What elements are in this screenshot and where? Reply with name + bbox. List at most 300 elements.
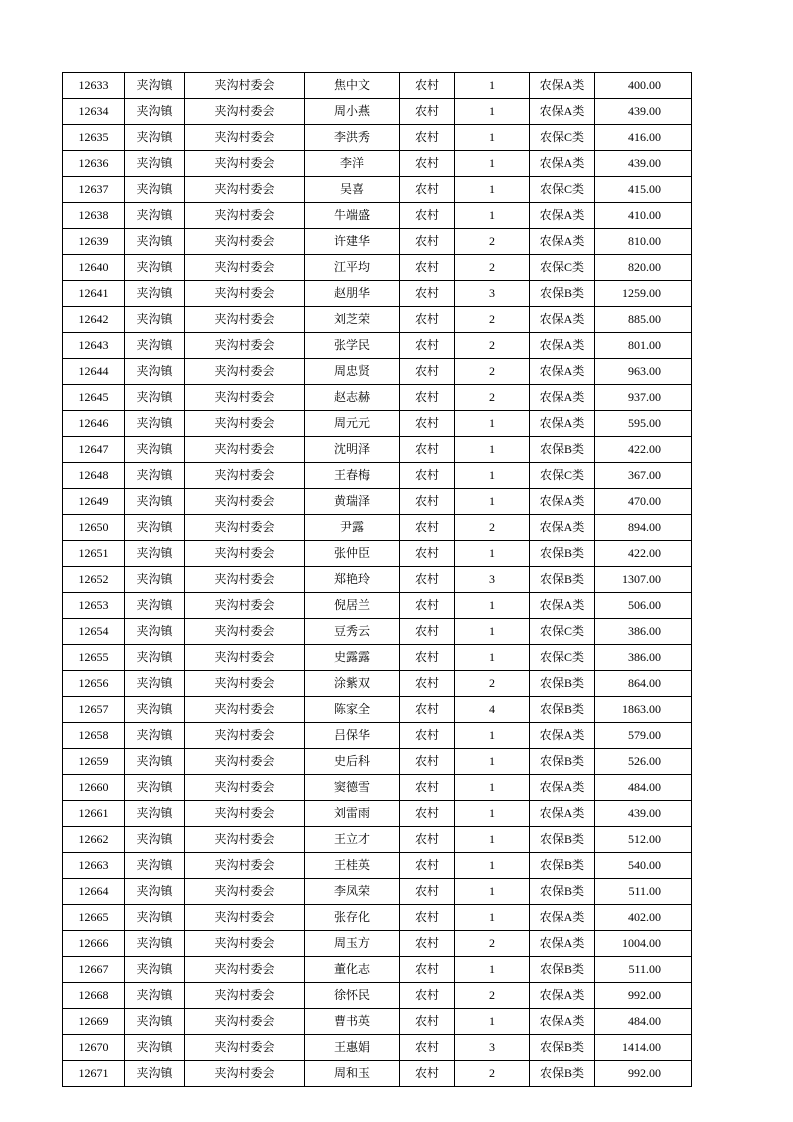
cell-village-committee: 夹沟村委会	[185, 151, 305, 177]
cell-town: 夹沟镇	[125, 749, 185, 775]
cell-amount: 810.00	[595, 229, 692, 255]
cell-village-committee: 夹沟村委会	[185, 73, 305, 99]
cell-person-name: 赵朋华	[305, 281, 400, 307]
cell-household-type: 农村	[400, 437, 455, 463]
cell-town: 夹沟镇	[125, 333, 185, 359]
cell-insurance-category: 农保A类	[530, 307, 595, 333]
cell-amount: 963.00	[595, 359, 692, 385]
cell-village-committee: 夹沟村委会	[185, 385, 305, 411]
cell-person-count: 1	[455, 749, 530, 775]
cell-household-type: 农村	[400, 723, 455, 749]
table-row	[63, 645, 692, 671]
cell-insurance-category: 农保B类	[530, 879, 595, 905]
cell-person-count: 2	[455, 229, 530, 255]
cell-person-count: 1	[455, 177, 530, 203]
cell-id: 12661	[63, 801, 125, 827]
cell-town: 夹沟镇	[125, 853, 185, 879]
cell-person-name: 王桂英	[305, 853, 400, 879]
cell-village-committee: 夹沟村委会	[185, 723, 305, 749]
cell-person-name: 吕保华	[305, 723, 400, 749]
cell-amount: 1004.00	[595, 931, 692, 957]
cell-household-type: 农村	[400, 333, 455, 359]
cell-village-committee: 夹沟村委会	[185, 1035, 305, 1061]
cell-person-name: 尹露	[305, 515, 400, 541]
cell-town: 夹沟镇	[125, 515, 185, 541]
cell-person-name: 曹书英	[305, 1009, 400, 1035]
table-row	[63, 411, 692, 437]
cell-town: 夹沟镇	[125, 801, 185, 827]
cell-amount: 894.00	[595, 515, 692, 541]
cell-household-type: 农村	[400, 931, 455, 957]
cell-village-committee: 夹沟村委会	[185, 697, 305, 723]
cell-person-count: 2	[455, 515, 530, 541]
table-row	[63, 333, 692, 359]
cell-town: 夹沟镇	[125, 229, 185, 255]
cell-amount: 400.00	[595, 73, 692, 99]
cell-town: 夹沟镇	[125, 463, 185, 489]
cell-household-type: 农村	[400, 125, 455, 151]
cell-amount: 402.00	[595, 905, 692, 931]
cell-village-committee: 夹沟村委会	[185, 957, 305, 983]
cell-id: 12652	[63, 567, 125, 593]
cell-person-count: 1	[455, 619, 530, 645]
table-row	[63, 775, 692, 801]
table-row	[63, 983, 692, 1009]
cell-person-name: 张学民	[305, 333, 400, 359]
cell-town: 夹沟镇	[125, 359, 185, 385]
cell-household-type: 农村	[400, 957, 455, 983]
table-row	[63, 515, 692, 541]
table-row	[63, 801, 692, 827]
cell-person-name: 郑艳玲	[305, 567, 400, 593]
cell-person-count: 1	[455, 203, 530, 229]
cell-household-type: 农村	[400, 853, 455, 879]
cell-insurance-category: 农保B类	[530, 853, 595, 879]
cell-person-name: 刘雷雨	[305, 801, 400, 827]
cell-person-count: 1	[455, 489, 530, 515]
cell-person-name: 黄瑞泽	[305, 489, 400, 515]
cell-person-count: 2	[455, 671, 530, 697]
cell-household-type: 农村	[400, 1009, 455, 1035]
cell-person-name: 周忠贤	[305, 359, 400, 385]
table-row	[63, 593, 692, 619]
cell-amount: 439.00	[595, 801, 692, 827]
cell-person-count: 2	[455, 983, 530, 1009]
cell-town: 夹沟镇	[125, 281, 185, 307]
cell-person-count: 3	[455, 281, 530, 307]
cell-person-count: 1	[455, 463, 530, 489]
cell-town: 夹沟镇	[125, 99, 185, 125]
cell-person-count: 1	[455, 73, 530, 99]
cell-person-name: 江平均	[305, 255, 400, 281]
cell-person-name: 周和玉	[305, 1061, 400, 1087]
cell-person-count: 1	[455, 905, 530, 931]
cell-insurance-category: 农保A类	[530, 489, 595, 515]
cell-id: 12649	[63, 489, 125, 515]
cell-amount: 595.00	[595, 411, 692, 437]
cell-id: 12648	[63, 463, 125, 489]
table-row	[63, 957, 692, 983]
cell-amount: 864.00	[595, 671, 692, 697]
cell-household-type: 农村	[400, 827, 455, 853]
cell-id: 12647	[63, 437, 125, 463]
cell-person-name: 李洪秀	[305, 125, 400, 151]
cell-household-type: 农村	[400, 905, 455, 931]
cell-village-committee: 夹沟村委会	[185, 333, 305, 359]
cell-amount: 470.00	[595, 489, 692, 515]
cell-person-name: 周小燕	[305, 99, 400, 125]
cell-insurance-category: 农保A类	[530, 333, 595, 359]
table-row	[63, 827, 692, 853]
cell-household-type: 农村	[400, 255, 455, 281]
cell-amount: 992.00	[595, 1061, 692, 1087]
cell-town: 夹沟镇	[125, 827, 185, 853]
cell-id: 12651	[63, 541, 125, 567]
cell-person-count: 1	[455, 99, 530, 125]
cell-insurance-category: 农保B类	[530, 697, 595, 723]
cell-person-name: 史后科	[305, 749, 400, 775]
cell-id: 12667	[63, 957, 125, 983]
cell-household-type: 农村	[400, 73, 455, 99]
benefit-table	[62, 72, 692, 1087]
cell-village-committee: 夹沟村委会	[185, 177, 305, 203]
cell-amount: 801.00	[595, 333, 692, 359]
cell-town: 夹沟镇	[125, 697, 185, 723]
cell-id: 12670	[63, 1035, 125, 1061]
table-row	[63, 307, 692, 333]
table-row	[63, 229, 692, 255]
cell-amount: 512.00	[595, 827, 692, 853]
cell-id: 12654	[63, 619, 125, 645]
cell-household-type: 农村	[400, 671, 455, 697]
cell-village-committee: 夹沟村委会	[185, 515, 305, 541]
cell-person-count: 1	[455, 645, 530, 671]
table-row	[63, 177, 692, 203]
cell-person-count: 3	[455, 567, 530, 593]
cell-town: 夹沟镇	[125, 177, 185, 203]
cell-person-count: 2	[455, 359, 530, 385]
cell-person-name: 陈家全	[305, 697, 400, 723]
cell-id: 12669	[63, 1009, 125, 1035]
cell-town: 夹沟镇	[125, 931, 185, 957]
table-row	[63, 489, 692, 515]
cell-town: 夹沟镇	[125, 723, 185, 749]
cell-insurance-category: 农保A类	[530, 775, 595, 801]
cell-person-count: 1	[455, 411, 530, 437]
cell-person-name: 李洋	[305, 151, 400, 177]
cell-household-type: 农村	[400, 307, 455, 333]
cell-person-name: 徐怀民	[305, 983, 400, 1009]
cell-amount: 526.00	[595, 749, 692, 775]
cell-household-type: 农村	[400, 1061, 455, 1087]
cell-village-committee: 夹沟村委会	[185, 281, 305, 307]
cell-person-name: 倪居兰	[305, 593, 400, 619]
cell-town: 夹沟镇	[125, 905, 185, 931]
cell-person-count: 1	[455, 1009, 530, 1035]
cell-household-type: 农村	[400, 359, 455, 385]
table-row	[63, 541, 692, 567]
cell-amount: 422.00	[595, 541, 692, 567]
cell-village-committee: 夹沟村委会	[185, 749, 305, 775]
cell-household-type: 农村	[400, 177, 455, 203]
cell-household-type: 农村	[400, 99, 455, 125]
cell-amount: 416.00	[595, 125, 692, 151]
table-row	[63, 853, 692, 879]
cell-village-committee: 夹沟村委会	[185, 619, 305, 645]
cell-person-count: 2	[455, 333, 530, 359]
cell-amount: 439.00	[595, 99, 692, 125]
cell-town: 夹沟镇	[125, 1009, 185, 1035]
cell-amount: 1307.00	[595, 567, 692, 593]
cell-person-name: 王春梅	[305, 463, 400, 489]
cell-person-count: 1	[455, 541, 530, 567]
cell-person-count: 1	[455, 125, 530, 151]
cell-person-name: 周元元	[305, 411, 400, 437]
cell-amount: 386.00	[595, 645, 692, 671]
cell-person-name: 王惠娟	[305, 1035, 400, 1061]
cell-household-type: 农村	[400, 541, 455, 567]
cell-town: 夹沟镇	[125, 385, 185, 411]
cell-town: 夹沟镇	[125, 671, 185, 697]
table-body	[63, 73, 692, 1087]
cell-id: 12665	[63, 905, 125, 931]
cell-person-count: 1	[455, 151, 530, 177]
table-row	[63, 359, 692, 385]
cell-person-name: 许建华	[305, 229, 400, 255]
cell-household-type: 农村	[400, 593, 455, 619]
cell-insurance-category: 农保A类	[530, 931, 595, 957]
cell-person-name: 周玉方	[305, 931, 400, 957]
cell-village-committee: 夹沟村委会	[185, 671, 305, 697]
cell-insurance-category: 农保A类	[530, 593, 595, 619]
cell-household-type: 农村	[400, 229, 455, 255]
cell-id: 12635	[63, 125, 125, 151]
cell-town: 夹沟镇	[125, 437, 185, 463]
cell-insurance-category: 农保B类	[530, 567, 595, 593]
cell-insurance-category: 农保C类	[530, 177, 595, 203]
cell-village-committee: 夹沟村委会	[185, 801, 305, 827]
cell-id: 12643	[63, 333, 125, 359]
cell-village-committee: 夹沟村委会	[185, 307, 305, 333]
cell-insurance-category: 农保B类	[530, 1035, 595, 1061]
cell-id: 12657	[63, 697, 125, 723]
cell-id: 12668	[63, 983, 125, 1009]
cell-person-name: 张仲臣	[305, 541, 400, 567]
cell-town: 夹沟镇	[125, 203, 185, 229]
cell-household-type: 农村	[400, 983, 455, 1009]
cell-town: 夹沟镇	[125, 645, 185, 671]
table-row	[63, 1009, 692, 1035]
cell-household-type: 农村	[400, 463, 455, 489]
cell-town: 夹沟镇	[125, 151, 185, 177]
cell-village-committee: 夹沟村委会	[185, 541, 305, 567]
cell-id: 12641	[63, 281, 125, 307]
cell-town: 夹沟镇	[125, 125, 185, 151]
cell-insurance-category: 农保A类	[530, 203, 595, 229]
table-row	[63, 385, 692, 411]
cell-id: 12666	[63, 931, 125, 957]
cell-person-name: 张存化	[305, 905, 400, 931]
cell-person-name: 刘芝荣	[305, 307, 400, 333]
cell-village-committee: 夹沟村委会	[185, 125, 305, 151]
cell-town: 夹沟镇	[125, 307, 185, 333]
cell-insurance-category: 农保A类	[530, 73, 595, 99]
cell-amount: 511.00	[595, 957, 692, 983]
cell-amount: 439.00	[595, 151, 692, 177]
cell-id: 12637	[63, 177, 125, 203]
cell-village-committee: 夹沟村委会	[185, 489, 305, 515]
cell-village-committee: 夹沟村委会	[185, 853, 305, 879]
table-row	[63, 437, 692, 463]
cell-village-committee: 夹沟村委会	[185, 1061, 305, 1087]
cell-person-count: 4	[455, 697, 530, 723]
cell-person-name: 豆秀云	[305, 619, 400, 645]
cell-id: 12671	[63, 1061, 125, 1087]
cell-household-type: 农村	[400, 775, 455, 801]
cell-household-type: 农村	[400, 619, 455, 645]
cell-person-count: 2	[455, 931, 530, 957]
cell-amount: 820.00	[595, 255, 692, 281]
cell-person-count: 1	[455, 437, 530, 463]
cell-household-type: 农村	[400, 281, 455, 307]
cell-household-type: 农村	[400, 697, 455, 723]
cell-id: 12640	[63, 255, 125, 281]
cell-insurance-category: 农保B类	[530, 281, 595, 307]
cell-amount: 885.00	[595, 307, 692, 333]
cell-id: 12634	[63, 99, 125, 125]
table-row	[63, 255, 692, 281]
cell-person-name: 赵志赫	[305, 385, 400, 411]
cell-person-count: 1	[455, 827, 530, 853]
cell-town: 夹沟镇	[125, 73, 185, 99]
cell-id: 12638	[63, 203, 125, 229]
cell-insurance-category: 农保A类	[530, 151, 595, 177]
cell-insurance-category: 农保C类	[530, 645, 595, 671]
cell-id: 12662	[63, 827, 125, 853]
cell-household-type: 农村	[400, 879, 455, 905]
cell-amount: 937.00	[595, 385, 692, 411]
cell-id: 12646	[63, 411, 125, 437]
cell-town: 夹沟镇	[125, 567, 185, 593]
cell-person-name: 窦德雪	[305, 775, 400, 801]
cell-village-committee: 夹沟村委会	[185, 463, 305, 489]
cell-amount: 992.00	[595, 983, 692, 1009]
cell-person-count: 1	[455, 879, 530, 905]
cell-person-count: 2	[455, 385, 530, 411]
cell-id: 12658	[63, 723, 125, 749]
table-row	[63, 931, 692, 957]
cell-id: 12653	[63, 593, 125, 619]
cell-amount: 367.00	[595, 463, 692, 489]
cell-household-type: 农村	[400, 203, 455, 229]
table-row	[63, 619, 692, 645]
cell-insurance-category: 农保A类	[530, 1009, 595, 1035]
cell-person-count: 2	[455, 1061, 530, 1087]
table-row	[63, 567, 692, 593]
cell-insurance-category: 农保B类	[530, 749, 595, 775]
cell-amount: 1414.00	[595, 1035, 692, 1061]
cell-household-type: 农村	[400, 645, 455, 671]
cell-village-committee: 夹沟村委会	[185, 645, 305, 671]
cell-village-committee: 夹沟村委会	[185, 411, 305, 437]
cell-town: 夹沟镇	[125, 489, 185, 515]
table-row	[63, 151, 692, 177]
cell-village-committee: 夹沟村委会	[185, 905, 305, 931]
table-row	[63, 1035, 692, 1061]
cell-household-type: 农村	[400, 385, 455, 411]
cell-insurance-category: 农保B类	[530, 541, 595, 567]
cell-village-committee: 夹沟村委会	[185, 203, 305, 229]
cell-insurance-category: 农保B类	[530, 437, 595, 463]
cell-id: 12644	[63, 359, 125, 385]
cell-person-count: 1	[455, 775, 530, 801]
cell-amount: 1259.00	[595, 281, 692, 307]
cell-village-committee: 夹沟村委会	[185, 593, 305, 619]
cell-town: 夹沟镇	[125, 775, 185, 801]
cell-id: 12636	[63, 151, 125, 177]
table-row	[63, 73, 692, 99]
cell-person-name: 董化志	[305, 957, 400, 983]
table-row	[63, 697, 692, 723]
cell-insurance-category: 农保C类	[530, 619, 595, 645]
cell-id: 12663	[63, 853, 125, 879]
cell-town: 夹沟镇	[125, 1061, 185, 1087]
cell-insurance-category: 农保A类	[530, 983, 595, 1009]
cell-village-committee: 夹沟村委会	[185, 1009, 305, 1035]
cell-person-name: 涂紫双	[305, 671, 400, 697]
cell-person-count: 2	[455, 307, 530, 333]
cell-insurance-category: 农保A类	[530, 99, 595, 125]
cell-household-type: 农村	[400, 151, 455, 177]
table-row	[63, 1061, 692, 1087]
document-sheet	[62, 72, 692, 1087]
cell-id: 12656	[63, 671, 125, 697]
table-row	[63, 879, 692, 905]
cell-village-committee: 夹沟村委会	[185, 437, 305, 463]
table-row	[63, 203, 692, 229]
cell-town: 夹沟镇	[125, 1035, 185, 1061]
cell-village-committee: 夹沟村委会	[185, 827, 305, 853]
cell-amount: 410.00	[595, 203, 692, 229]
table-row	[63, 749, 692, 775]
table-row	[63, 463, 692, 489]
cell-person-count: 2	[455, 255, 530, 281]
cell-village-committee: 夹沟村委会	[185, 983, 305, 1009]
cell-town: 夹沟镇	[125, 619, 185, 645]
cell-person-count: 3	[455, 1035, 530, 1061]
cell-id: 12639	[63, 229, 125, 255]
cell-town: 夹沟镇	[125, 541, 185, 567]
cell-household-type: 农村	[400, 801, 455, 827]
cell-insurance-category: 农保B类	[530, 1061, 595, 1087]
cell-village-committee: 夹沟村委会	[185, 229, 305, 255]
cell-person-name: 吴喜	[305, 177, 400, 203]
table-row	[63, 125, 692, 151]
cell-household-type: 农村	[400, 567, 455, 593]
cell-insurance-category: 农保C类	[530, 463, 595, 489]
cell-id: 12655	[63, 645, 125, 671]
cell-amount: 484.00	[595, 775, 692, 801]
cell-town: 夹沟镇	[125, 879, 185, 905]
cell-person-count: 1	[455, 801, 530, 827]
cell-household-type: 农村	[400, 1035, 455, 1061]
cell-insurance-category: 农保A类	[530, 359, 595, 385]
cell-village-committee: 夹沟村委会	[185, 359, 305, 385]
cell-town: 夹沟镇	[125, 957, 185, 983]
cell-id: 12642	[63, 307, 125, 333]
table-row	[63, 99, 692, 125]
cell-insurance-category: 农保A类	[530, 515, 595, 541]
